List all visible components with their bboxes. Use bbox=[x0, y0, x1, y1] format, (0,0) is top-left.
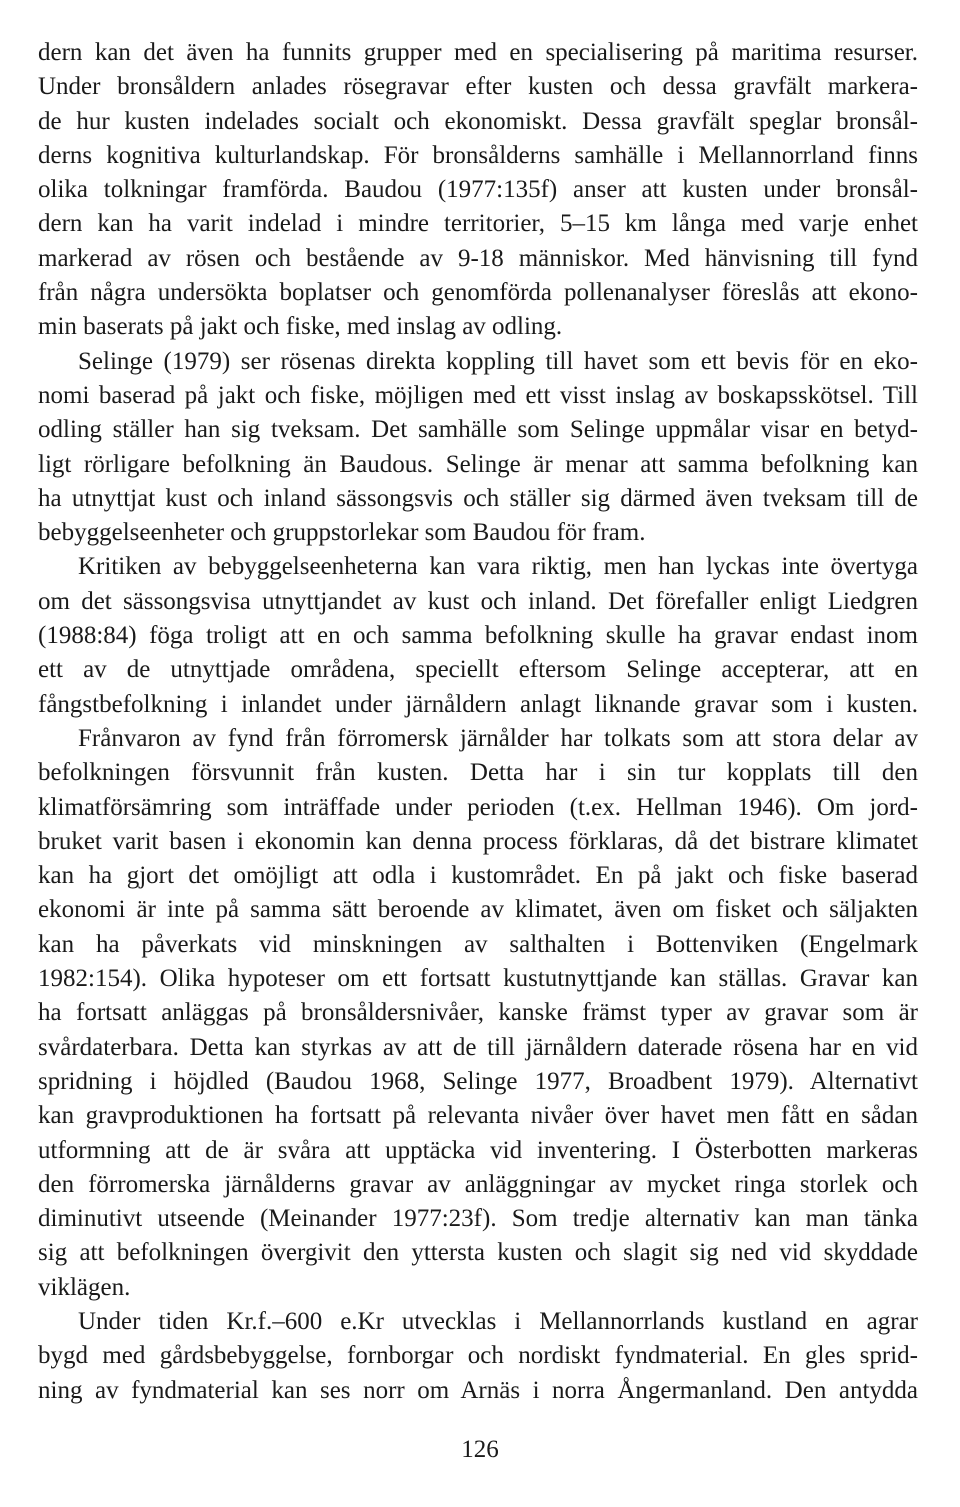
text-line: markerad av rösen och bestående av 9-18 människor. Med hänvisning till fynd bbox=[38, 244, 918, 272]
text-line: ett av de utnyttjade områdena, speciellt eftersom Selinge accepterar, att en bbox=[38, 656, 918, 684]
text-line: bygd med gårdsbebyggelse, fornborgar och nordiskt fyndmaterial. En gles sprid- bbox=[38, 1342, 918, 1370]
text-line: Under bronsåldern anlades rösegravar efter kusten och dessa gravfält markera- bbox=[38, 73, 918, 101]
text-line: ha fortsatt anläggas på bronsåldersnivåer, kanske främst typer av gravar som är bbox=[38, 999, 918, 1027]
text-line: den förromerska järnålderns gravar av anläggningar av mycket ringa storlek och bbox=[38, 1170, 918, 1198]
text-line: olika tolkningar framförda. Baudou (1977:135f) anser att kusten under bronsål- bbox=[38, 176, 918, 204]
text-line: spridning i höjdled (Baudou 1968, Selinge 1977, Broadbent 1979). Alternativt bbox=[38, 1067, 918, 1095]
text-line: dern kan ha varit indelad i mindre territorier, 5–15 km långa med varje enhet bbox=[38, 210, 918, 238]
text-line: befolkningen försvunnit från kusten. Detta har i sin tur kopplats till den bbox=[38, 759, 918, 787]
text-line: kan gravproduktionen ha fortsatt på relevanta nivåer över havet men fått en sådan bbox=[38, 1102, 918, 1130]
text-line: de hur kusten indelades socialt och ekonomiskt. Dessa gravfält speglar bronsål- bbox=[38, 107, 918, 135]
text-line: odling ställer han sig tveksam. Det samhälle som Selinge uppmålar visar en betyd- bbox=[38, 416, 918, 444]
body-text bbox=[38, 36, 918, 1408]
page-number: 126 bbox=[461, 1436, 499, 1463]
text-line: (1988:84) föga troligt att en och samma befolkning skulle ha gravar endast inom bbox=[38, 622, 918, 650]
text-line: klimatförsämring som inträffade under perioden (t.ex. Hellman 1946). Om jord- bbox=[38, 793, 918, 821]
text-line: ligt rörligare befolkning än Baudous. Selinge är menar att samma befolkning kan bbox=[38, 450, 918, 478]
text-line: min baserats på jakt och fiske, med inslag av odling. bbox=[38, 313, 563, 341]
text-line: bruket varit basen i ekonomin kan denna process förklaras, då det bistrare klimatet bbox=[38, 827, 918, 855]
text-line: nomi baserad på jakt och fiske, möjligen med ett visst inslag av boskapsskötsel. Till bbox=[38, 381, 918, 409]
text-line: dern kan det även ha funnits grupper med en specialisering på maritima resurser. bbox=[38, 39, 918, 66]
text-line: fångstbefolkning i inlandet under järnåldern anlagt liknande gravar som i kusten. bbox=[38, 690, 918, 718]
text-line: Frånvaron av fynd från förromersk järnålder har tolkats som att stora delar av bbox=[78, 724, 918, 752]
text-line: bebyggelseenheter och gruppstorlekar som Baudou för fram. bbox=[38, 519, 646, 547]
text-line: utformning att de är svåra att upptäcka vid inventering. I Österbotten markeras bbox=[38, 1136, 918, 1164]
text-line: från några undersökta boplatser och genomförda pollenanalyser föreslås att ekono- bbox=[38, 279, 918, 307]
text-line: kan ha gjort det omöjligt att odla i kustområdet. En på jakt och fiske baserad bbox=[38, 862, 918, 890]
text-line: sig att befolkningen övergivit den yttersta kusten och slagit sig ned vid skyddade bbox=[38, 1239, 918, 1267]
text-line: om det sässongsvisa utnyttjandet av kust och inland. Det förefaller enligt Liedgren bbox=[38, 587, 918, 615]
text-line: ning av fyndmaterial kan ses norr om Arnäs i norra Ångermanland. Den antydda bbox=[38, 1376, 918, 1404]
text-line: 1982:154). Olika hypoteser om ett fortsatt kustutnyttjande kan ställas. Gravar kan bbox=[38, 965, 918, 993]
text-line: svårdaterbara. Detta kan styrkas av att de till järnåldern daterade rösena har en vid bbox=[38, 1033, 918, 1061]
text-line: Under tiden Kr.f.–600 e.Kr utvecklas i Mellannorrlands kustland en agrar bbox=[78, 1307, 918, 1335]
text-line: derns kognitiva kulturlandskap. För bronsålderns samhälle i Mellannorrland finns bbox=[38, 141, 918, 169]
text-line: viklägen. bbox=[38, 1273, 131, 1301]
text-line: Selinge (1979) ser rösenas direkta koppling till havet som ett bevis för en eko- bbox=[78, 347, 918, 375]
text-line: Kritiken av bebyggelseenheterna kan vara riktig, men han lyckas inte övertyga bbox=[78, 553, 918, 581]
text-line: kan ha påverkats vid minskningen av salthalten i Bottenviken (Engelmark bbox=[38, 930, 918, 958]
text-line: ekonomi är inte på samma sätt beroende av klimatet, även om fisket och säljakten bbox=[38, 896, 918, 924]
text-line: diminutivt utseende (Meinander 1977:23f). Som tredje alternativ kan man tänka bbox=[38, 1205, 918, 1233]
text-line: ha utnyttjat kust och inland sässongsvis och ställer sig därmed även tveksam till de bbox=[38, 484, 918, 512]
